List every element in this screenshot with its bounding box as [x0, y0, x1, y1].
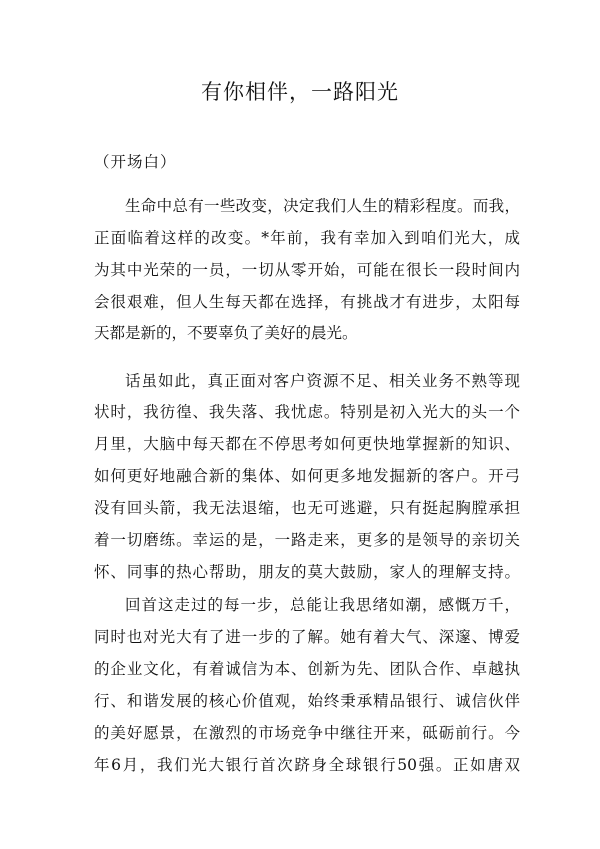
paragraph-line: 正面临着这样的改变。*年前，我有幸加入到咱们光大，成 — [94, 229, 520, 247]
paragraph-line: 怀、同事的热心帮助，朋友的莫大鼓励，家人的理解支持。 — [94, 563, 520, 581]
paragraph-line: 回首这走过的每一步，总能让我思绪如潮，感慨万千， — [125, 596, 520, 614]
paragraph-line: 话虽如此，真正面对客户资源不足、相关业务不熟等现 — [125, 372, 520, 390]
paragraph-line: 同时也对光大有了进一步的了解。她有着大气、深邃、博爱 — [94, 628, 520, 646]
paragraph-line: 着一切磨练。幸运的是，一路走来，更多的是领导的亲切关 — [94, 531, 520, 549]
section-label: （开场白） — [94, 153, 177, 171]
paragraph-line: 天都是新的，不要辜负了美好的晨光。 — [94, 324, 358, 342]
paragraph-line: 没有回头箭，我无法退缩，也无可逃避，只有挺起胸膛承担 — [94, 499, 520, 517]
paragraph-line: 会很艰难，但人生每天都在选择，有挑战才有进步，太阳每 — [94, 293, 520, 311]
document-title: 有你相伴，一路阳光 — [201, 80, 399, 104]
paragraph-line: 年6月，我们光大银行首次跻身全球银行50强。正如唐双 — [94, 756, 520, 774]
paragraph-line: 生命中总有一些改变，决定我们人生的精彩程度。而我， — [125, 197, 520, 215]
paragraph-line: 为其中光荣的一员，一切从零开始，可能在很长一段时间内 — [94, 261, 520, 279]
paragraph-line: 状时，我彷徨、我失落、我忧虑。特别是初入光大的头一个 — [94, 403, 520, 421]
paragraph-line: 如何更好地融合新的集体、如何更多地发掘新的客户。开弓 — [94, 467, 520, 485]
paragraph-line: 的美好愿景，在激烈的市场竞争中继往开来，砥砺前行。今 — [94, 724, 520, 742]
paragraph-line: 行、和谐发展的核心价值观，始终秉承精品银行、诚信伙伴 — [94, 692, 520, 710]
paragraph-line: 的企业文化，有着诚信为本、创新为先、团队合作、卓越执 — [94, 660, 520, 678]
paragraph-line: 月里，大脑中每天都在不停思考如何更快地掌握新的知识、 — [94, 435, 520, 453]
